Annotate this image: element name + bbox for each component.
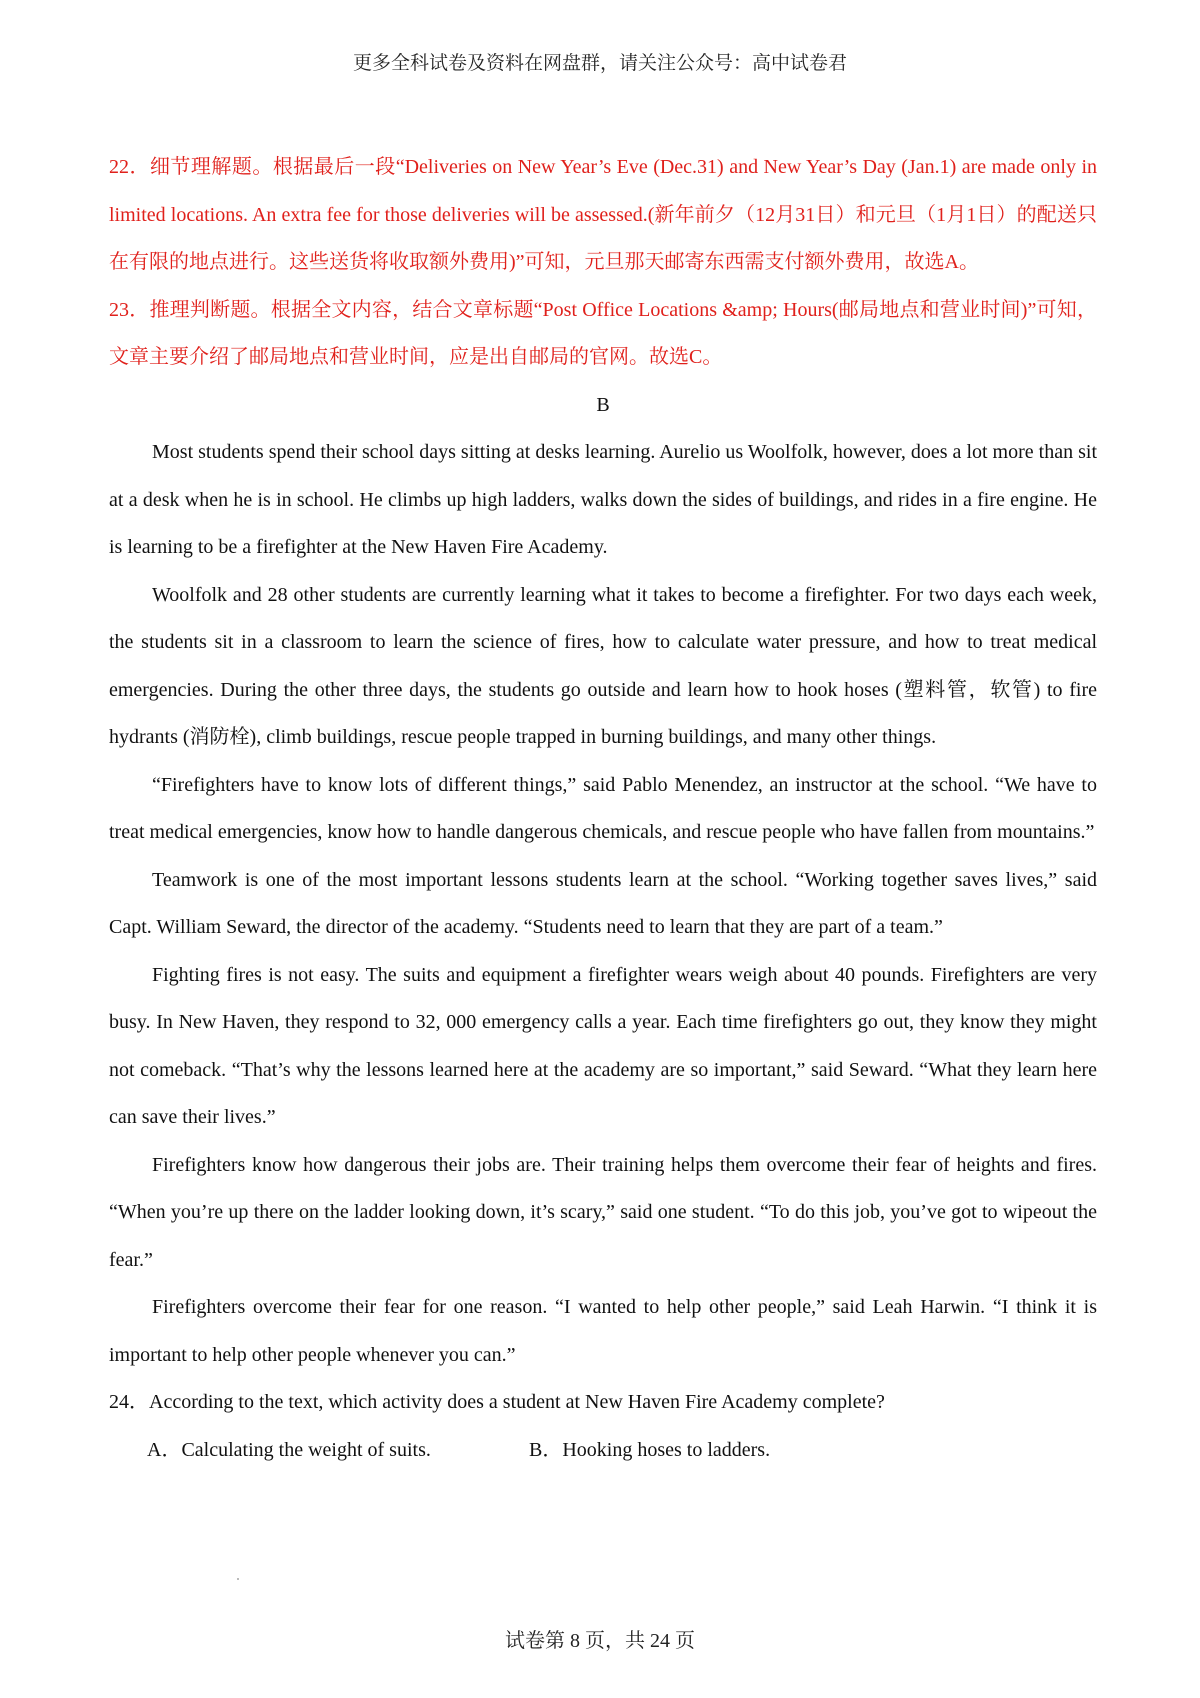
passage-paragraph-7: Firefighters overcome their fear for one reason. “I wanted to help other people,” said Leah Harwin. “I think it is important to help other people whenever you can.” [109, 1296, 1097, 1366]
question-24: 24．According to the text, which activity does a student at New Haven Fire Academy complete? [109, 1391, 885, 1413]
document-body [109, 144, 1097, 1474]
page-header-notice: 更多全科试卷及资料在网盘群，请关注公众号：高中试卷君 [352, 53, 847, 74]
question-24-options [109, 1427, 1097, 1475]
passage-paragraph-4: Teamwork is one of the most important lessons students learn at the school. “Working together saves lives,” said Capt. William Seward, the director of the academy. “Students need to learn that they are part of a team.” [109, 868, 1097, 938]
passage-paragraph-5: Fighting fires is not easy. The suits and equipment a firefighter wears weigh about 40 pounds. Firefighters are very busy. In New Haven, they respond to 32, 000 emergency calls a year. Each time firefighters go out, they know they might not comeback. “That’s why the lessons learned here at the academy are so important,” said Seward. “What they learn here can save their lives.” [109, 963, 1097, 1128]
answer-explanation-22: 22．细节理解题。根据最后一段“Deliveries on New Year’s Eve (Dec.31) and New Year’s Day (Jan.1) are made only in limited locations. An extra fee for those deliveries will be assessed.(新年前夕（12月31日）和元旦（1月1日）的配送只在有限的地点进行。这些送货将收取额外费用)”可知，元旦那天邮寄东西需支付额外费用，故选A。 [109, 156, 1097, 273]
option-a: A．Calculating the weight of suits. [147, 1438, 431, 1461]
passage-paragraph-2: Woolfolk and 28 other students are currently learning what it takes to become a firefighter. For two days each week, the students sit in a classroom to learn the science of fires, how to calculate water pressure, and how to treat medical emergencies. During the other three days, the students go outside and learn how to hook hoses (塑料管，软管) to fire hydrants (消防栓), climb buildings, rescue people trapped in burning buildings, and many other things. [109, 583, 1097, 748]
passage-paragraph-1: Most students spend their school days sitting at desks learning. Aurelio us Woolfolk, however, does a lot more than sit at a desk when he is in school. He climbs up high ladders, walks down the sides of buildings, and rides in a fire engine. He is learning to be a firefighter at the New Haven Fire Academy. [109, 441, 1097, 558]
section-title-b: B [596, 393, 610, 416]
page-footer: 试卷第 8 页，共 24 页 [505, 1630, 695, 1652]
passage-paragraph-3: “Firefighters have to know lots of different things,” said Pablo Menendez, an instructor at the school. “We have to treat medical emergencies, know how to handle dangerous chemicals, and rescue people who have fallen from mountains.” [109, 773, 1097, 843]
scan-speck [237, 1578, 239, 1580]
option-b: B．Hooking hoses to ladders. [529, 1438, 771, 1461]
answer-explanation-23: 23．推理判断题。根据全文内容，结合文章标题“Post Office Locations &amp; Hours(邮局地点和营业时间)”可知，文章主要介绍了邮局地点和营业时间，应是出自邮局的官网。故选C。 [109, 298, 1097, 368]
passage-paragraph-6: Firefighters know how dangerous their jobs are. Their training helps them overcome their fear of heights and fires. “When you’re up there on the ladder looking down, it’s scary,” said one student. “To do this job, you’ve got to wipeout the fear.” [109, 1153, 1097, 1271]
